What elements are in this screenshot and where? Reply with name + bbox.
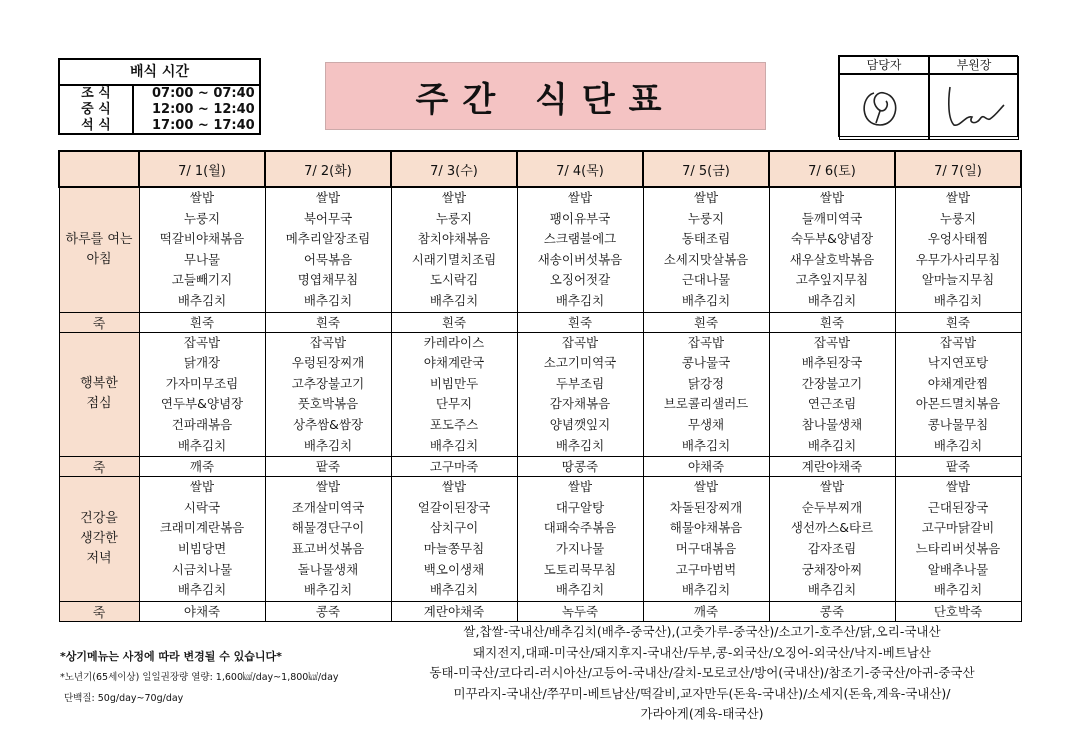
meal-cell <box>769 332 895 457</box>
menu-item: 야채계란국 <box>423 355 485 371</box>
lunch-label: 행복한 점심 <box>59 332 139 457</box>
porridge-cell: 팥죽 <box>895 457 1021 477</box>
porridge-cell: 깨죽 <box>643 601 769 621</box>
menu-item: 잡곡밥 <box>561 334 599 350</box>
menu-item: 배추김치 <box>555 582 605 598</box>
porridge-cell: 고구마죽 <box>391 457 517 477</box>
breakfast-row <box>59 187 1021 312</box>
menu-item: 비빔당면 <box>177 540 227 556</box>
menu-item: 배추김치 <box>429 437 479 453</box>
menu-item: 스크램블에그 <box>543 231 617 247</box>
meal-cell <box>643 477 769 602</box>
menu-item: 명엽채무침 <box>297 272 359 288</box>
menu-item: 배추김치 <box>681 437 731 453</box>
day-header: 7/ 5(금) <box>643 151 769 187</box>
menu-item: 쌀밥 <box>189 190 215 205</box>
menu-item: 상추쌈&쌈장 <box>292 416 364 432</box>
menu-item: 가자미무조림 <box>165 375 239 391</box>
serving-time-header: 배식 시간 <box>60 60 259 86</box>
menu-item: 배추김치 <box>429 582 479 598</box>
porridge-cell: 야채죽 <box>139 601 265 621</box>
menu-item: 궁채장아찌 <box>801 561 863 577</box>
menu-item: 동태조림 <box>681 231 731 247</box>
menu-item: 시래기멸치조림 <box>411 251 497 267</box>
menu-item: 새우살호박볶음 <box>789 251 875 267</box>
meal-cell <box>895 332 1021 457</box>
menu-item: 우엉사태찜 <box>927 231 989 247</box>
lunch-row <box>59 332 1021 457</box>
menu-item: 카레라이스 <box>423 334 485 350</box>
approval-header-staff: 담당자 <box>839 56 929 74</box>
menu-item: 참나물생채 <box>801 416 863 432</box>
menu-item: 쌀밥 <box>945 190 971 205</box>
menu-item: 쌀밥 <box>819 479 845 495</box>
porridge-cell: 땅콩죽 <box>517 457 643 477</box>
meal-cell <box>139 187 265 312</box>
serving-time-row-lunch: 중 식 12:00 ~ 12:40 <box>60 102 259 118</box>
day-header: 7/ 2(화) <box>265 151 391 187</box>
menu-item: 참치야채볶음 <box>417 231 491 247</box>
porridge-cell: 콩죽 <box>769 601 895 621</box>
menu-item: 머구대볶음 <box>675 540 737 556</box>
menu-item: 배추김치 <box>177 582 227 598</box>
menu-item: 야채계란찜 <box>927 375 989 391</box>
porridge-cell: 흰죽 <box>139 312 265 332</box>
menu-item: 배추김치 <box>303 582 353 598</box>
porridge-cell: 흰죽 <box>391 312 517 332</box>
menu-item: 근대된장국 <box>927 499 989 515</box>
serving-time-row-dinner: 석 식 17:00 ~ 17:40 <box>60 118 259 134</box>
meal-cell <box>391 187 517 312</box>
serving-time-row-breakfast: 조 식 07:00 ~ 07:40 <box>60 86 259 102</box>
meal-cell <box>139 477 265 602</box>
menu-item: 배추김치 <box>807 437 857 453</box>
menu-item: 잡곡밥 <box>309 334 347 350</box>
lunch-porridge-row <box>59 457 1021 477</box>
menu-item: 해물경단구이 <box>291 520 365 536</box>
menu-item: 쌀밥 <box>315 479 341 495</box>
menu-item: 누룽지 <box>939 210 977 226</box>
menu-item: 쌀밥 <box>567 190 593 205</box>
menu-item: 어묵볶음 <box>303 251 353 267</box>
menu-item: 건파래볶음 <box>171 416 233 432</box>
menu-item: 조개살미역국 <box>291 499 365 515</box>
menu-item: 배추김치 <box>807 582 857 598</box>
menu-item: 가지나물 <box>555 540 605 556</box>
menu-item: 풋호박볶음 <box>297 396 359 412</box>
menu-item: 무나물 <box>183 251 221 267</box>
menu-item: 쌀밥 <box>693 190 719 205</box>
menu-item: 배추된장국 <box>801 355 863 371</box>
meal-cell <box>643 332 769 457</box>
menu-item: 쌀밥 <box>819 190 845 205</box>
menu-item: 브로콜리샐러드 <box>663 396 749 412</box>
menu-item: 오징어젓갈 <box>549 272 611 288</box>
menu-item: 무생채 <box>687 416 725 432</box>
origin-line: 돼지전지,대패-미국산/돼지후지-국내산/두부,콩-외국산/오징어-외국산/낙지-베트남산 <box>473 644 931 660</box>
origin-line: 쌀,찹쌀-국내산/배추김치(배추-중국산),(고춧가루-중국산)/소고기-호주산/닭,오리-국내산 <box>463 624 941 639</box>
origin-line: 가라아게(계육-태국산) <box>640 706 764 721</box>
menu-item: 연두부&양념장 <box>160 396 244 412</box>
serving-time-box <box>58 58 261 135</box>
dinner-porridge-row <box>59 601 1021 621</box>
menu-item: 근대나물 <box>681 272 731 288</box>
day-header-row <box>59 151 1021 187</box>
meal-cell <box>265 477 391 602</box>
menu-item: 배추김치 <box>303 292 353 308</box>
meal-cell <box>643 187 769 312</box>
approval-header-deputy: 부원장 <box>929 56 1019 74</box>
menu-item: 고구마닭갈비 <box>921 520 995 536</box>
dinner-label: 건강을 생각한 저녁 <box>59 477 139 602</box>
menu-item: 떡갈비야채볶음 <box>159 231 245 247</box>
menu-item: 알배추나물 <box>927 561 989 577</box>
meal-cell <box>769 477 895 602</box>
menu-item: 배추김치 <box>177 292 227 308</box>
menu-item: 콩나물무침 <box>927 416 989 432</box>
day-header: 7/ 7(일) <box>895 151 1021 187</box>
menu-item: 마늘쫑무침 <box>423 540 485 556</box>
menu-item: 새송이버섯볶음 <box>537 251 623 267</box>
menu-item: 배추김치 <box>933 582 983 598</box>
menu-item: 얼갈이된장국 <box>417 499 491 515</box>
menu-item: 배추김치 <box>555 437 605 453</box>
menu-item: 고추장불고기 <box>291 375 365 391</box>
meal-cell <box>895 477 1021 602</box>
staff-signature <box>839 74 929 140</box>
menu-item: 닭개장 <box>183 355 221 371</box>
menu-item: 포도주스 <box>429 416 479 432</box>
day-header: 7/ 3(수) <box>391 151 517 187</box>
porridge-label: 죽 <box>59 312 139 332</box>
menu-item: 북어무국 <box>303 210 353 226</box>
porridge-cell: 계란야채죽 <box>769 457 895 477</box>
menu-item: 쌀밥 <box>441 190 467 205</box>
origin-info <box>372 622 1032 725</box>
breakfast-label: 하루를 여는 아침 <box>59 187 139 312</box>
menu-item: 배추김치 <box>681 292 731 308</box>
menu-item: 배추김치 <box>807 292 857 308</box>
menu-item: 알마늘지무침 <box>921 272 995 288</box>
porridge-cell: 깨죽 <box>139 457 265 477</box>
menu-item: 단무지 <box>435 396 473 412</box>
menu-item: 크래미계란볶음 <box>159 520 245 536</box>
menu-item: 아몬드멸치볶음 <box>915 396 1001 412</box>
origin-line: 미꾸라지-국내산/쭈꾸미-베트남산/떡갈비,교자만두(돈육-국내산)/소세지(돈육,계육-국내산)/ <box>453 685 951 701</box>
menu-item: 메추리알장조림 <box>285 231 371 247</box>
menu-item: 낙지연포탕 <box>927 355 989 371</box>
meal-cell <box>139 332 265 457</box>
menu-item: 도시락김 <box>429 272 479 288</box>
menu-item: 삼치구이 <box>429 520 479 536</box>
menu-item: 도토리묵무침 <box>543 561 617 577</box>
porridge-cell: 흰죽 <box>769 312 895 332</box>
menu-item: 팽이유부국 <box>549 210 611 226</box>
menu-item: 숙두부&양념장 <box>790 231 874 247</box>
menu-item: 고구마범벅 <box>675 561 737 577</box>
porridge-label: 죽 <box>59 601 139 621</box>
menu-item: 잡곡밥 <box>813 334 851 350</box>
porridge-cell: 흰죽 <box>895 312 1021 332</box>
menu-item: 쌀밥 <box>441 479 467 495</box>
day-header: 7/ 4(목) <box>517 151 643 187</box>
meal-cell <box>517 477 643 602</box>
protein-note: 단백질: 50g/day~70g/day <box>64 693 184 704</box>
breakfast-porridge-row <box>59 312 1021 332</box>
meal-cell <box>391 332 517 457</box>
meal-cell <box>265 187 391 312</box>
meal-cell <box>895 187 1021 312</box>
approval-box <box>838 55 1018 137</box>
porridge-label: 죽 <box>59 457 139 477</box>
menu-item: 고들빼기지 <box>171 272 233 288</box>
menu-item: 표고버섯볶음 <box>291 540 365 556</box>
dinner-row <box>59 477 1021 602</box>
menu-item: 생선까스&타르 <box>790 520 874 536</box>
porridge-cell: 흰죽 <box>517 312 643 332</box>
porridge-cell: 녹두죽 <box>517 601 643 621</box>
origin-line: 동태-미국산/코다리-러시아산/고등어-국내산/갈치-모로코산/방어(국내산)/참조기-중국산/아귀-중국산 <box>429 665 975 680</box>
porridge-cell: 계란야채죽 <box>391 601 517 621</box>
energy-note: *노년기(65세이상) 일일권장량 열량: 1,600㎉/day~1,800㎉/day <box>60 672 339 683</box>
deputy-signature <box>929 74 1019 140</box>
menu-item: 배추김치 <box>681 582 731 598</box>
porridge-cell: 흰죽 <box>643 312 769 332</box>
menu-item: 배추김치 <box>429 292 479 308</box>
menu-item: 누룽지 <box>687 210 725 226</box>
corner-cell <box>59 151 139 187</box>
menu-item: 돌나물생채 <box>297 561 359 577</box>
menu-item: 배추김치 <box>933 437 983 453</box>
day-header: 7/ 6(토) <box>769 151 895 187</box>
menu-item: 쌀밥 <box>693 479 719 495</box>
menu-item: 우무가사리무침 <box>915 251 1001 267</box>
menu-item: 간장불고기 <box>801 375 863 391</box>
menu-item: 소세지맛살볶음 <box>663 251 749 267</box>
porridge-cell: 흰죽 <box>265 312 391 332</box>
menu-item: 배추김치 <box>177 437 227 453</box>
menu-item: 비빔만두 <box>429 375 479 391</box>
menu-item: 잡곡밥 <box>183 334 221 350</box>
menu-item: 배추김치 <box>555 292 605 308</box>
menu-item: 대구알탕 <box>555 499 605 515</box>
menu-item: 누룽지 <box>435 210 473 226</box>
menu-item: 시금치나물 <box>171 561 233 577</box>
meal-cell <box>391 477 517 602</box>
menu-item: 배추김치 <box>933 292 983 308</box>
meal-cell <box>517 332 643 457</box>
menu-item: 쌀밥 <box>567 479 593 495</box>
menu-item: 시락국 <box>183 499 221 515</box>
menu-item: 차돌된장찌개 <box>669 499 743 515</box>
menu-item: 쌀밥 <box>945 479 971 495</box>
change-notice: *상기메뉴는 사정에 따라 변경될 수 있습니다* <box>60 650 282 663</box>
menu-item: 백오이생채 <box>423 561 485 577</box>
menu-item: 누룽지 <box>183 210 221 226</box>
menu-item: 콩나물국 <box>681 355 731 371</box>
day-header: 7/ 1(월) <box>139 151 265 187</box>
menu-item: 연근조림 <box>807 396 857 412</box>
menu-item: 쌀밥 <box>315 190 341 205</box>
meal-cell <box>769 187 895 312</box>
menu-item: 소고기미역국 <box>543 355 617 371</box>
menu-item: 우렁된장찌개 <box>291 355 365 371</box>
porridge-cell: 야채죽 <box>643 457 769 477</box>
porridge-cell: 단호박죽 <box>895 601 1021 621</box>
menu-item: 쌀밥 <box>189 479 215 495</box>
porridge-cell: 팥죽 <box>265 457 391 477</box>
porridge-cell: 콩죽 <box>265 601 391 621</box>
menu-item: 감자채볶음 <box>549 396 611 412</box>
menu-item: 순두부찌개 <box>801 499 863 515</box>
menu-item: 고추잎지무침 <box>795 272 869 288</box>
menu-item: 들깨미역국 <box>801 210 863 226</box>
meal-cell <box>265 332 391 457</box>
menu-item: 잡곡밥 <box>939 334 977 350</box>
menu-item: 두부조림 <box>555 375 605 391</box>
menu-item: 해물야채볶음 <box>669 520 743 536</box>
page-title: 주간 식단표 <box>325 62 766 130</box>
menu-item: 닭강정 <box>687 375 725 391</box>
menu-item: 잡곡밥 <box>687 334 725 350</box>
meal-cell <box>517 187 643 312</box>
menu-item: 감자조림 <box>807 540 857 556</box>
menu-item: 배추김치 <box>303 437 353 453</box>
menu-item: 느타리버섯볶음 <box>915 540 1001 556</box>
weekly-menu-table <box>58 150 1022 622</box>
menu-item: 양념깻잎지 <box>549 416 611 432</box>
menu-item: 대패숙주볶음 <box>543 520 617 536</box>
